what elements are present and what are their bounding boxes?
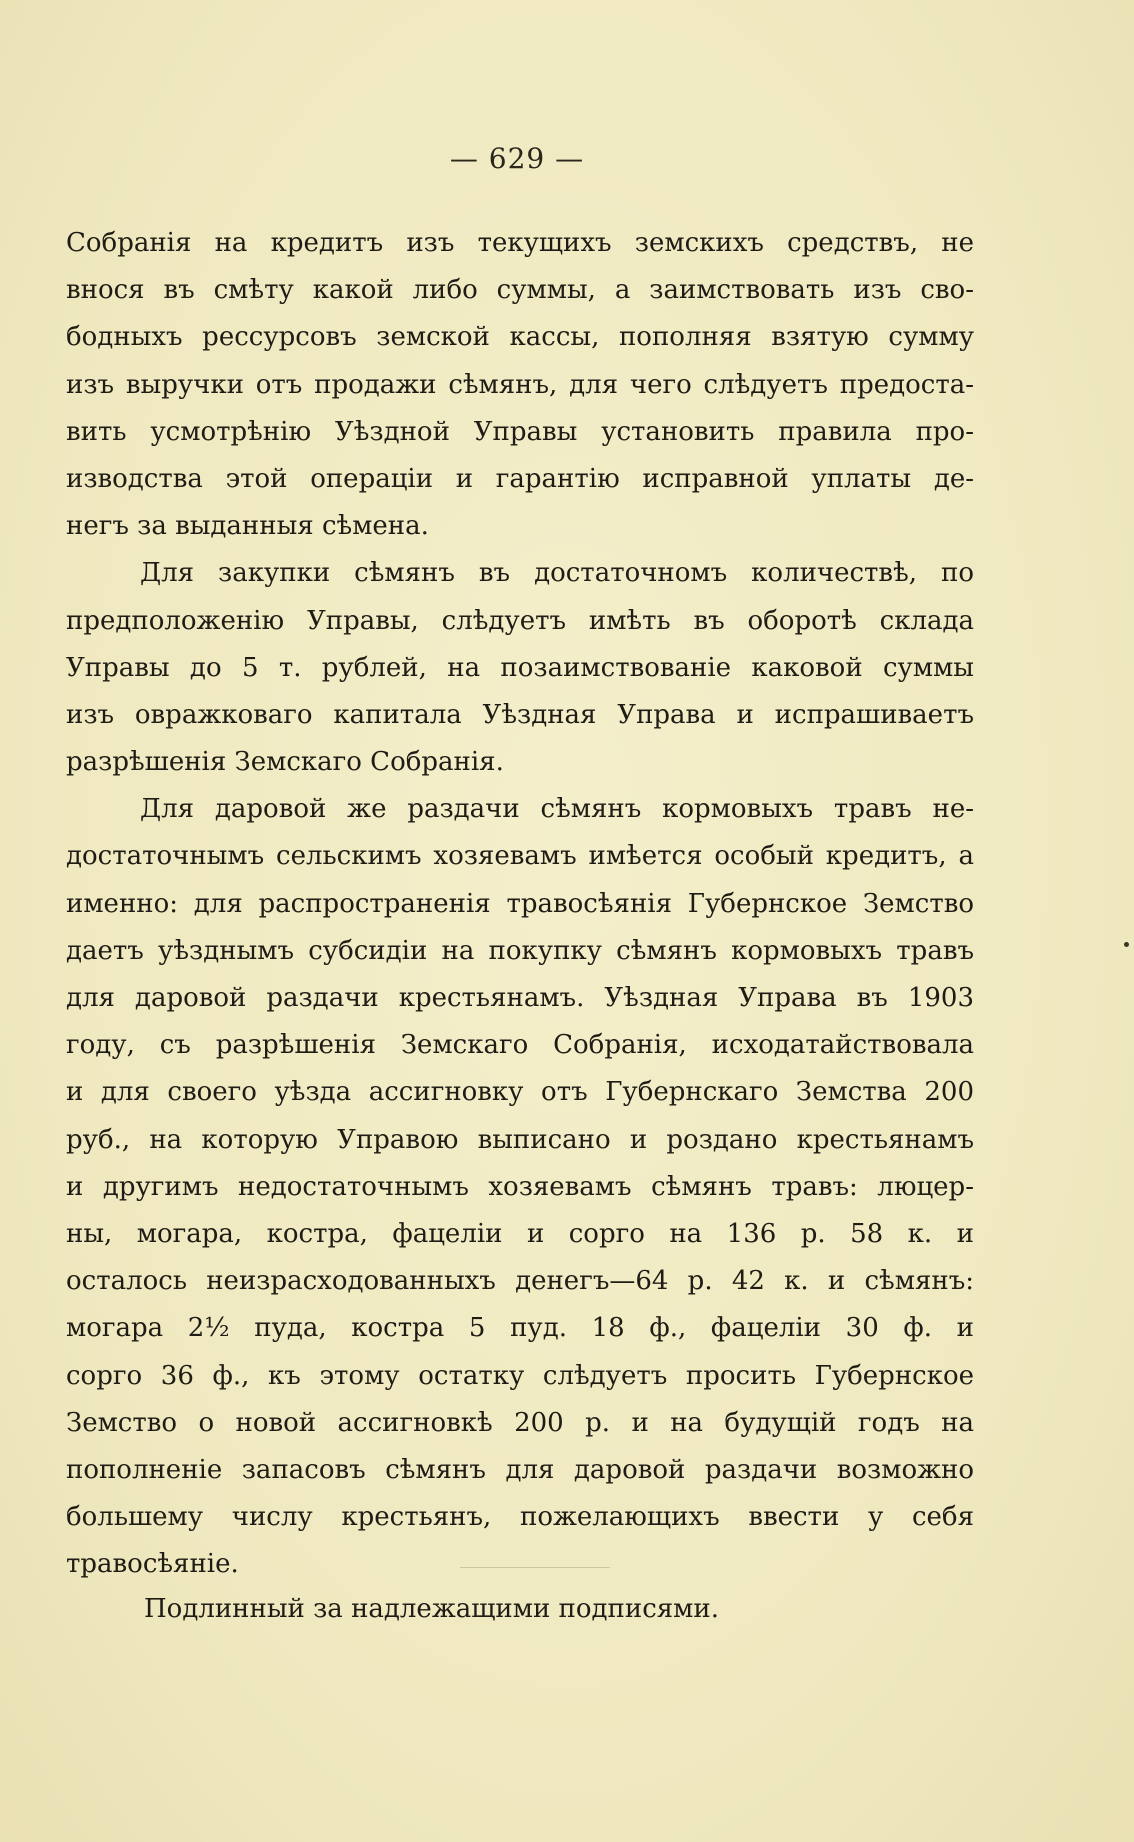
text-line: травосѣяніе.	[66, 1549, 239, 1580]
text-line: Для закупки сѣмянъ въ достаточномъ количествѣ, по	[140, 558, 974, 589]
closing-note: Подлинный за надлежащими подписями.	[144, 1594, 719, 1624]
text-line: именно: для распространенія травосѣянія Губернское Земство	[66, 888, 974, 919]
text-line: Собранія на кредитъ изъ текущихъ земскихъ средствъ, не	[66, 228, 974, 258]
text-line: Управы до 5 т. рублей, на позаимствованіе каковой суммы	[66, 652, 974, 683]
text-line: для даровой раздачи крестьянамъ. Уѣздная Управа въ 1903	[66, 983, 974, 1013]
text-line: и другимъ недостаточнымъ хозяевамъ сѣмянъ травъ: люцер-	[66, 1171, 974, 1202]
text-line: могара 2½ пуда, костра 5 пуд. 18 ф., фацеліи 30 ф. и	[66, 1313, 974, 1344]
ink-speck	[1124, 942, 1129, 947]
text-line: Для даровой же раздачи сѣмянъ кормовыхъ травъ не-	[140, 794, 974, 825]
paragraph-3	[66, 786, 974, 1588]
text-line: предположенію Управы, слѣдуетъ имѣть въ оборотѣ склада	[66, 605, 974, 636]
text-line: изводства этой операціи и гарантію исправной уплаты де-	[66, 463, 974, 494]
text-line: внося въ смѣту какой либо суммы, а заимствовать изъ сво-	[66, 275, 974, 306]
text-line: и для своего уѣзда ассигновку отъ Губернскаго Земства 200	[66, 1077, 974, 1108]
text-line: ны, могара, костра, фацеліи и сорго на 136 р. 58 к. и	[66, 1218, 974, 1249]
page-number: — 629 —	[449, 142, 585, 175]
text-line: пополненіе запасовъ сѣмянъ для даровой раздачи возможно	[66, 1454, 974, 1485]
text-line: Земство о новой ассигновкѣ 200 р. и на будущій годъ на	[66, 1407, 974, 1438]
text-line: году, съ разрѣшенія Земскаго Собранія, исходатайствовала	[66, 1030, 974, 1061]
text-line: бодныхъ рессурсовъ земской кассы, пополняя взятую сумму	[66, 322, 974, 353]
text-line: изъ овражковаго капитала Уѣздная Управа и испрашиваетъ	[66, 699, 974, 730]
text-line: изъ выручки отъ продажи сѣмянъ, для чего слѣдуетъ предоста-	[66, 369, 974, 400]
text-line: сорго 36 ф., къ этому остатку слѣдуетъ просить Губернское	[66, 1360, 974, 1391]
text-line: осталось неизрасходованныхъ денегъ—64 р. 42 к. и сѣмянъ:	[66, 1266, 974, 1297]
text-line: даетъ уѣзднымъ субсидіи на покупку сѣмянъ кормовыхъ травъ	[66, 935, 974, 966]
text-line: разрѣшенія Земскаго Собранія.	[66, 747, 504, 778]
paragraph-2	[66, 550, 974, 786]
text-line: негъ за выданныя сѣмена.	[66, 511, 429, 542]
text-line: руб., на которую Управою выписано и роздано крестьянамъ	[66, 1124, 974, 1155]
text-line: большему числу крестьянъ, пожелающихъ ввести у себя	[66, 1502, 974, 1533]
body-text	[66, 220, 974, 1588]
text-line: достаточнымъ сельскимъ хозяевамъ имѣется особый кредитъ, а	[66, 841, 974, 872]
paragraph-1	[66, 220, 974, 550]
text-line: вить усмотрѣнію Уѣздной Управы установить правила про-	[66, 416, 974, 447]
faint-divider	[460, 1567, 610, 1568]
